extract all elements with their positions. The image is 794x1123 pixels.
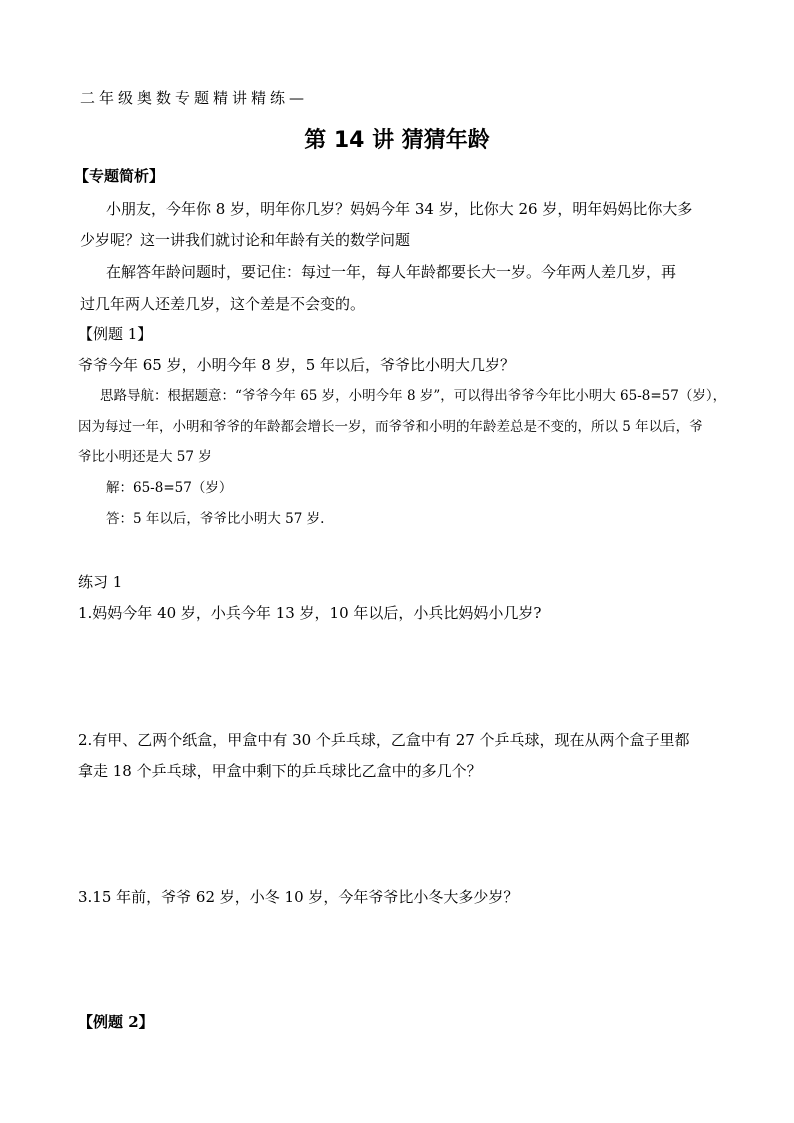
intro-paragraph-2-line-1: 在解答年龄问题时，要记住：每过一年，每人年龄都要长大一岁。今年两人差几岁，再 xyxy=(106,263,677,281)
intro-paragraph-1-line-2: 少岁呢？这一讲我们就讨论和年龄有关的数学问题 xyxy=(80,231,411,249)
example-1-answer: 答：5 年以后，爷爷比小明大 57 岁. xyxy=(106,511,325,527)
example-1-solution: 解：65-8=57（岁） xyxy=(106,480,233,496)
practice-1-label: 练习 1 xyxy=(78,573,123,591)
practice-1-question-1: 1.妈妈今年 40 岁，小兵今年 13 岁，10 年以后，小兵比妈妈小几岁? xyxy=(78,604,542,622)
series-title: 二年级奥数专题精讲精练— xyxy=(80,89,309,107)
example-1-label: 【例题 1】 xyxy=(78,325,153,343)
example-1-hint-line-2: 因为每过一年，小明和爷爷的年龄都会增长一岁，而爷爷和小明的年龄差总是不变的，所以 5 年以后，爷 xyxy=(78,419,703,435)
intro-paragraph-1-line-1: 小朋友，今年你 8 岁，明年你几岁？妈妈今年 34 岁，比你大 26 岁，明年妈妈比你大多 xyxy=(106,200,693,218)
example-1-hint-line-1: 思路导航：根据题意：“爷爷今年 65 岁，小明今年 8 岁”，可以得出爷爷今年比小明大 65-8=57（岁）， xyxy=(100,388,727,404)
page-title: 第 14 讲 猜猜年龄 xyxy=(304,128,490,153)
example-2-label: 【例题 2】 xyxy=(78,1013,154,1031)
practice-1-question-2-line-1: 2.有甲、乙两个纸盒，甲盒中有 30 个乒乓球，乙盒中有 27 个乒乓球，现在从两个盒子里都 xyxy=(78,731,690,749)
example-1-hint-line-3: 爷比小明还是大 57 岁 xyxy=(78,449,212,465)
section-label-intro: 【专题简析】 xyxy=(74,167,165,185)
intro-paragraph-2-line-2: 过几年两人还差几岁，这个差是不会变的。 xyxy=(80,295,366,313)
example-1-question: 爷爷今年 65 岁，小明今年 8 岁，5 年以后，爷爷比小明大几岁？ xyxy=(78,356,516,374)
practice-1-question-3: 3.15 年前，爷爷 62 岁，小冬 10 岁，今年爷爷比小冬大多少岁？ xyxy=(78,888,519,906)
practice-1-question-2-line-2: 拿走 18 个乒乓球，甲盒中剩下的乒乓球比乙盒中的多几个？ xyxy=(78,762,482,780)
